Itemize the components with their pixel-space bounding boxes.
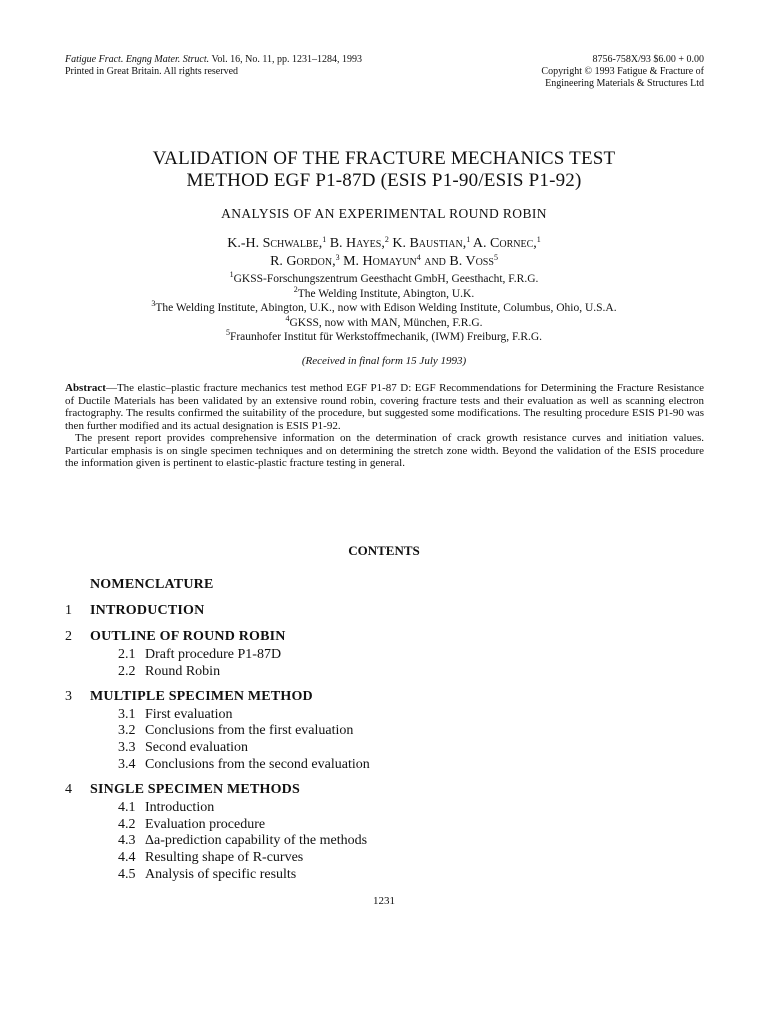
abstract-label: Abstract: [65, 382, 106, 394]
affiliation: [0, 313, 768, 331]
author-affiliation-mark: 3: [335, 253, 340, 262]
toc-section: [65, 687, 705, 707]
toc-section-number: 2: [65, 629, 72, 644]
affiliation-mark: 5: [225, 328, 230, 337]
toc-section-title: OUTLINE OF ROUND ROBIN: [90, 629, 286, 644]
affiliation: [0, 301, 768, 316]
toc-subsection-number: 3.3: [118, 740, 136, 756]
affiliation-mark: 2: [293, 284, 298, 294]
affiliation-text: GKSS-Forschungszentrum Geesthacht GmbH, Geesthacht, F.R.G.: [233, 273, 539, 285]
toc-subsection-number: 4.5: [118, 866, 136, 882]
toc-subsection-title: Introduction: [145, 799, 215, 815]
abstract-paragraph: The present report provides comprehensive information on the determination of crack growth resistance curves and initiation values. Particular emphasis is on single specimen techniques and on determining the stretch zone width. Beyond the validation of the ESIS procedure the information given is pertinent to elastic-plastic fracture testing in general.: [65, 432, 704, 469]
toc-subsection-title: Δa-prediction capability of the methods: [145, 833, 368, 849]
author-affiliation-mark: 5: [493, 253, 498, 262]
toc-subsection-title: Analysis of specific results: [145, 866, 297, 882]
author-name: M. Homayun: [339, 254, 417, 269]
paper-title: [0, 148, 768, 192]
toc-subsection-title: Conclusions from the second evaluation: [145, 756, 370, 772]
journal-volume: Vol. 16, No. 11, pp. 1231–1284, 1993: [209, 54, 363, 65]
toc-subsection: [65, 833, 705, 850]
toc-subsection-number: 3.1: [118, 706, 136, 722]
toc-subsection: [65, 817, 705, 834]
toc-subsection-number: 4.4: [118, 850, 136, 866]
affiliation-text: Fraunhofer Institut für Werkstoffmechanik, (IWM) Freiburg, F.R.G.: [229, 331, 543, 343]
toc-subsection-title: Resulting shape of R-curves: [145, 850, 304, 866]
toc-section-number: 4: [65, 781, 72, 797]
paper-subtitle: ANALYSIS OF AN EXPERIMENTAL ROUND ROBIN: [221, 206, 547, 221]
toc-section: [65, 780, 705, 800]
toc-subsection-number: 3.2: [118, 723, 136, 739]
toc-section-title: INTRODUCTION: [90, 603, 205, 618]
toc-subsection: [65, 757, 705, 774]
toc-subsection: [65, 647, 705, 664]
toc-subsection-title: Round Robin: [145, 663, 221, 679]
toc-subsection: [65, 664, 705, 681]
price-code: 8756-758X/93 $6.00 + 0.00: [592, 54, 704, 65]
toc-section-title: NOMENCLATURE: [90, 577, 214, 592]
journal-name: Fatigue Fract. Engng Mater. Struct.: [65, 54, 210, 65]
author-affiliation-mark: 1: [536, 235, 541, 244]
affiliation: [0, 330, 768, 345]
toc-subsection-title: First evaluation: [145, 706, 233, 722]
toc-subsection: [65, 850, 705, 867]
affiliation-text: GKSS, now with MAN, München, F.R.G.: [289, 316, 483, 329]
toc-subsection: [65, 707, 705, 724]
title-line-2: METHOD EGF P1-87D (ESIS P1-90/ESIS P1-92): [186, 170, 582, 191]
author-line-2: [0, 253, 768, 271]
toc-section-title: MULTIPLE SPECIMEN METHOD: [90, 688, 313, 704]
author-affiliation-mark: 1: [322, 235, 327, 244]
toc-section: [65, 627, 705, 647]
author-name: K.-H. Schwalbe,: [227, 236, 323, 251]
title-line-1: VALIDATION OF THE FRACTURE MECHANICS TEST: [152, 148, 616, 169]
author-affiliation-mark: 1: [466, 235, 471, 244]
toc-subsection: [65, 800, 705, 817]
toc-subsection-number: 3.4: [118, 756, 136, 772]
toc-subsection-number: 4.2: [118, 816, 136, 832]
author-name: B. Hayes,: [326, 236, 385, 251]
contents-heading: CONTENTS: [348, 543, 420, 558]
author-name: and B. Voss: [420, 254, 494, 269]
publisher-line: Engineering Materials & Structures Ltd: [545, 78, 704, 89]
toc-subsection: [65, 867, 705, 884]
toc-section-number: 1: [65, 603, 72, 618]
toc-subsection-title: Second evaluation: [145, 740, 249, 756]
affiliation-mark: 4: [285, 313, 290, 323]
page-number: 1231: [373, 895, 395, 907]
toc-section-number: 3: [65, 688, 72, 704]
toc-subsection-number: 2.1: [118, 647, 136, 662]
affiliation-text: The Welding Institute, Abington, U.K.: [297, 287, 475, 300]
affiliation: [0, 284, 768, 302]
affiliation-text: The Welding Institute, Abington, U.K., now with Edison Welding Institute, Columbus, Ohio, U.S.A.: [155, 302, 617, 314]
journal-header: [65, 54, 362, 78]
toc-subsection: [65, 723, 705, 740]
author-list: [0, 235, 768, 271]
abstract-text: —The elastic–plastic fracture mechanics test method EGF P1-87 D: EGF Recommendations for Determining the Fracture Resistance of Ductile Materials has been validated by an extensive round robin, covering fracture tests and their evaluation as well as scanning electron fractography. The results confirmed the suitability of the procedure, but suggested some modifications. The resulting procedure ESIS P1-90 was then further modified and its actual designation is ESIS P1-92.: [65, 382, 704, 432]
toc-subsection-title: Evaluation procedure: [145, 816, 266, 832]
author-name: K. Baustian,: [388, 236, 467, 251]
toc-subsection: [65, 740, 705, 757]
toc-section: [65, 601, 705, 621]
abstract-paragraph: [65, 382, 704, 432]
author-affiliation-mark: 4: [416, 253, 421, 262]
printed-notice: Printed in Great Britain. All rights reserved: [65, 66, 239, 77]
journal-citation: [65, 54, 362, 66]
toc-section: [65, 575, 705, 595]
author-name: A. Cornec,: [470, 236, 537, 251]
affiliation-list: [0, 272, 768, 345]
abstract: [65, 382, 704, 470]
toc-subsection-number: 2.2: [118, 663, 136, 679]
received-date: (Received in final form 15 July 1993): [301, 355, 467, 367]
author-affiliation-mark: 2: [384, 235, 389, 244]
affiliation-mark: 1: [229, 270, 234, 279]
copyright-line: Copyright © 1993 Fatigue & Fracture of: [541, 66, 704, 77]
affiliation: [0, 272, 768, 287]
toc-subsection-title: Conclusions from the first evaluation: [145, 723, 354, 739]
author-name: R. Gordon,: [270, 254, 336, 269]
affiliation-mark: 3: [151, 299, 156, 308]
toc-section-title: SINGLE SPECIMEN METHODS: [90, 781, 300, 797]
toc-subsection-title: Draft procedure P1-87D: [145, 647, 282, 662]
toc-subsection-number: 4.3: [118, 833, 136, 849]
table-of-contents: [65, 575, 705, 884]
author-line-1: [0, 235, 768, 253]
toc-subsection-number: 4.1: [118, 799, 136, 815]
copyright-header: [541, 54, 704, 90]
